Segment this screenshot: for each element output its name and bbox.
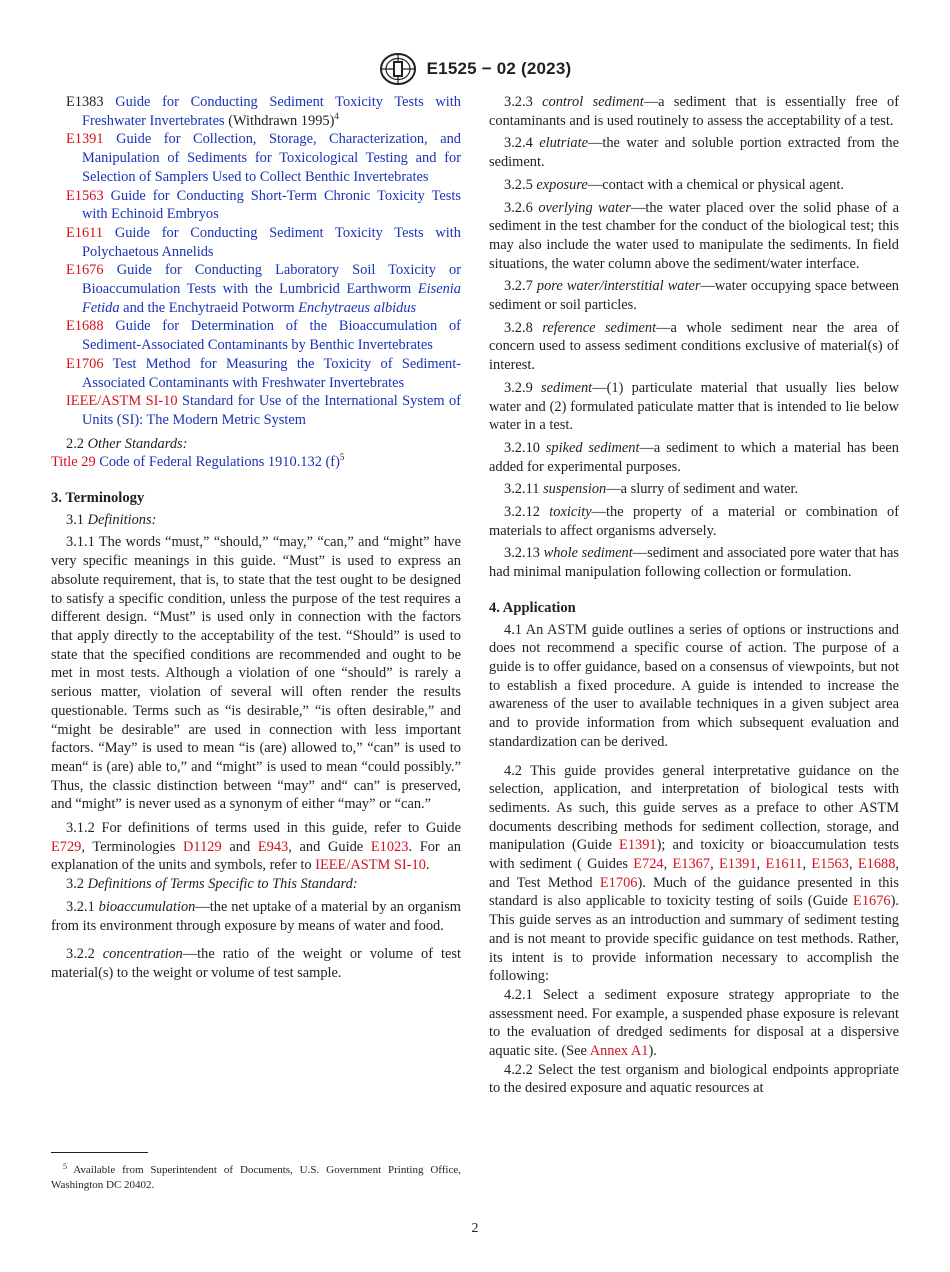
reference-code-link[interactable]: E1706 xyxy=(66,355,104,372)
paragraph-4-2-2: 4.2.2 Select the test organism and biological endpoints appropriate to the desired exposure and aquatic resources at xyxy=(489,1061,899,1097)
cfr-title-link[interactable]: Title 29 xyxy=(51,454,96,471)
paragraph-4-1: 4.1 An ASTM guide outlines a series of options or instructions and does not recommend a specific course of action. The purpose of a guide is to offer guidance, based on a consensus of viewpoints, but not to establish a fixed procedure. A guide is intended to increase the awareness of the user to available techniques in a given subject area and to provide information from which subsequent evaluation and standardization can be derived. xyxy=(489,621,899,750)
reference-item xyxy=(51,261,461,317)
footnote: $^5$ Available from Superintendent of Documents, U.S. Government Printing Office, Washington DC 20402. xyxy=(51,1162,461,1191)
ref-link[interactable]: E1688 xyxy=(857,856,896,873)
reference-code-link[interactable]: IEEE/ASTM SI-10 xyxy=(66,393,178,410)
paragraph-4-2: 4.2 This guide provides general interpretative guidance on the selection, application, and interpretation of biological tests with sediments. As such, this guide serves as a preface to other ASTM documents describing methods for sediment collection, storage, and manipulation (Guide E1391); and toxicity or bioaccumulation tests with sediment ( Guides E724, E1367, E1391, E1611, E1563, E1688, and Test Method E1706). Much of the guidance presented in this standard is also applicable to toxicity testing of soils (Guide E1676). This guide serves as an introduction and summary of sediment testing and is not meant to provide specific guidance on test methods. Rather, its intent is to provide information necessary to accomplish the following: xyxy=(489,762,900,985)
reference-title-link[interactable]: Guide for Conducting Sediment Toxicity Tests with Polychaetous Annelids xyxy=(82,224,461,260)
definitions-specific-label: 3.2 Definitions of Terms Specific to This Standard: xyxy=(66,876,358,893)
definitions-label: 3.1 Definitions: xyxy=(66,511,157,528)
reference-title-link[interactable]: Standard for Use of the International System of Units (SI): The Modern Metric System xyxy=(82,393,461,428)
ref-link[interactable]: E1391 xyxy=(718,856,757,873)
definition-item: 3.2.13 whole sediment—sediment and associated pore water that has had minimal manipulation following collection or formulation. xyxy=(489,545,899,581)
definition-item: 3.2.9 sediment—(1) particulate material that usually lies below water and (2) formulated paticulate matter that is intended to lie below water in a test. xyxy=(489,379,899,434)
reference-title-link[interactable]: Guide for Collection, Storage, Characterization, and Manipulation of Sediments for Toxicological Testing and for Selection of Samplers Used to Collect Benthic Invertebrates xyxy=(82,131,461,185)
cfr-reference: Title 29 Code of Federal Regulations 1910.132 $(f)^5$ xyxy=(51,452,345,471)
reference-item xyxy=(51,317,461,354)
cfr-text-link[interactable]: Code of Federal Regulations 1910.132 (f) xyxy=(99,454,340,471)
ref-link[interactable]: E1563 xyxy=(811,856,849,873)
definition-item: 3.2.10 spiked sediment—a sediment to which a material has been added for experimental purposes. xyxy=(489,439,900,475)
reference-code-link[interactable]: E1563 xyxy=(66,187,104,204)
definition-item: 3.2.12 toxicity—the property of a material or combination of materials to affect organisms adversely. xyxy=(489,504,899,539)
definition-item: 3.2.3 control sediment—a sediment that is essentially free of contaminants and is used routinely to assess the acceptability of a test. xyxy=(489,94,899,129)
definition-item: 3.2.7 pore water/interstitial water—water occupying space between sediment or soil particles. xyxy=(489,278,899,314)
reference-code-link[interactable]: E1688 xyxy=(66,318,104,335)
paragraph-3-1-1: 3.1.1 The words “must,” “should,” “may,” “can,” and “might” have very specific meanings in this guide. “Must” is used to express an absolute requirement, that is, to state that the test ought to be designed to satisfy a specific condition, unless the purpose of the test requires a different design. “Must” is used only in connection with the factors that apply directly to the acceptability of the test. “Should” is used to state that the specified conditions are recommended and ought to be met in most tests. Although a violation of one “should” is rarely a serious matter, violation of several will often render the results questionable. Terms such as “is desirable,” “is often desirable,” and “might be desirable” are used in connection with less important factors. “May” is used to mean “is (are) allowed to,” “can” is used to mean“ is (are) able to,” and “might” is used to mean “could possibly.” Thus, the classic distinction between “may” and“ can” is preserved, and “might” is never used as a synonym of either “may” or “can.” xyxy=(51,534,461,813)
section-heading-application: 4. Application xyxy=(489,599,576,616)
ref-link[interactable]: E1391 xyxy=(619,837,657,854)
annex-link[interactable]: Annex A1 xyxy=(589,1043,649,1060)
definition-item: 3.2.4 elutriate—the water and soluble portion extracted from the sediment. xyxy=(489,135,899,171)
reference-code-link[interactable]: E1676 xyxy=(66,262,104,279)
ref-link[interactable]: IEEE/ASTM SI-10 xyxy=(315,857,426,874)
left-column xyxy=(51,93,461,983)
ref-link[interactable]: E1367 xyxy=(672,856,711,873)
right-column xyxy=(489,93,899,1098)
ref-link[interactable]: E943 xyxy=(257,838,289,855)
reference-item xyxy=(51,187,461,224)
reference-title-link[interactable]: Guide for Conducting Short-Term Chronic Toxicity Tests with Echinoid Embryos xyxy=(82,187,461,223)
reference-item xyxy=(51,224,461,261)
reference-item: E1383 Guide for Conducting Sediment Toxicity Tests with Freshwater Invertebrates (Withdrawn 1995)$^4$ xyxy=(66,94,461,129)
paragraph-4-2-1: 4.2.1 Select a sediment exposure strategy appropriate to the assessment need. For example, a suspended phase exposure is relevant to the evaluation of dredged sediments for disposal at a dispersive aquatic site. (See Annex A1). xyxy=(489,986,899,1060)
ref-link[interactable]: E1676 xyxy=(853,893,891,910)
definition-item: 3.2.5 exposure—contact with a chemical or physical agent. xyxy=(504,176,844,193)
paragraph-3-1-2: 3.1.2 For definitions of terms used in this guide, refer to Guide E729, Terminologies D1129 and E943, and Guide E1023. For an explanation of the units and symbols, refer to IEEE/ASTM SI-10. xyxy=(51,820,461,874)
definition-item: 3.2.6 overlying water—the water placed over the solid phase of a sediment in the test chamber for the conduct of the biological test; this may also include the water used to manipulate the sediments. In field situations, the water column above the sediment/water interface. xyxy=(489,199,899,272)
reference-title-link[interactable]: Test Method for Measuring the Toxicity of Sediment-Associated Contaminants with Freshwater Invertebrates xyxy=(82,355,462,391)
reference-code-link[interactable]: E1391 xyxy=(66,131,104,148)
definition-item: 3.2.1 bioaccumulation—the net uptake of a material by an organism from its environment through exposure by means of water and food. xyxy=(51,898,461,934)
ref-link[interactable]: E1706 xyxy=(599,874,638,891)
page-number: 2 xyxy=(471,1221,479,1236)
reference-code-link[interactable]: E1611 xyxy=(66,224,104,241)
definition-item: 3.2.8 reference sediment—a whole sediment near the area of concern used to assess sediment conditions exclusive of material(s) of interest. xyxy=(489,319,899,374)
reference-item xyxy=(51,130,461,186)
other-standards-label: 2.2 Other Standards: xyxy=(66,435,188,452)
definition-item: 3.2.2 concentration—the ratio of the weight or volume of test material(s) to the weight or volume of test sample. xyxy=(51,946,461,981)
reference-code: E1383 xyxy=(66,94,104,110)
astm-logo-icon xyxy=(379,52,417,86)
ref-link[interactable]: E724 xyxy=(633,856,664,873)
ref-link[interactable]: E1611 xyxy=(765,856,803,873)
document-code: E1525 − 02 (2023) xyxy=(426,59,572,78)
section-heading-terminology: 3. Terminology xyxy=(51,490,145,507)
definition-item: 3.2.11 suspension—a slurry of sediment and water. xyxy=(504,481,799,498)
ref-link[interactable]: E1023 xyxy=(370,838,409,855)
reference-item xyxy=(51,355,461,392)
reference-title-link[interactable]: Guide for Conducting Laboratory Soil Toxicity or Bioaccumulation Tests with the Lumbricid Earthworm Eisenia Fetida and the Enchytraeid Potworm Enchytraeus albidus xyxy=(82,262,461,316)
ref-link[interactable]: D1129 xyxy=(183,838,222,855)
ref-link[interactable]: E729 xyxy=(51,838,82,855)
footnote-divider xyxy=(51,1152,148,1153)
reference-title-link[interactable]: Guide for Determination of the Bioaccumulation of Sediment-Associated Contaminants by Benthic Invertebrates xyxy=(82,318,461,354)
page-header xyxy=(0,52,950,86)
reference-title-link[interactable]: Guide for Conducting Sediment Toxicity Tests with Freshwater Invertebrates xyxy=(82,94,461,129)
reference-item xyxy=(51,392,461,429)
